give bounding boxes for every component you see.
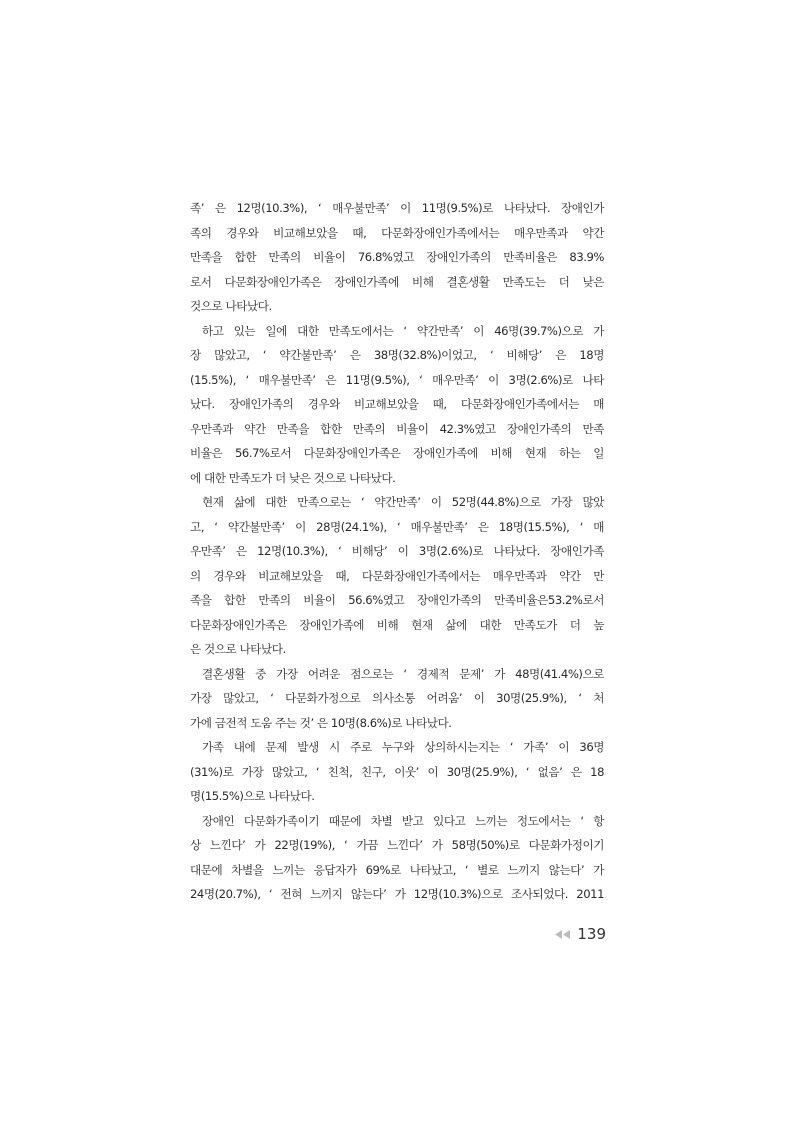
- text-line: 비율은 56.7%로서 다문화장애인가족은 장애인가족에 비해 현재 하는 일: [190, 446, 604, 460]
- text-line: 장 많았고, ‘ 약간불만족’ 은 38명(32.8%)이었고, ‘ 비해당’ 은 18명: [190, 348, 604, 362]
- text-line: 고, ‘ 약간불만족’ 이 28명(24.1%), ‘ 매우불만족’ 은 18명(15.5%), ‘ 매: [190, 519, 604, 534]
- text-line: 현재 삶에 대한 만족으로는 ‘ 약간만족’ 이 52명(44.8%)으로 가장 많았: [202, 495, 604, 509]
- page-number: 139: [577, 925, 606, 943]
- text-line: 가에 금전적 도움 주는 것’ 은 10명(8.6%)로 나타났다.: [190, 715, 452, 730]
- text-line: 것으로 나타났다.: [190, 299, 272, 313]
- text-line: 우만족’ 은 12명(10.3%), ‘ 비해당’ 이 3명(2.6%)로 나타났다. 장애인가족: [190, 544, 604, 558]
- double-left-arrows-icon: [555, 930, 571, 939]
- text-line: (31%)로 가장 많았고, ‘ 친척, 친구, 이웃’ 이 30명(25.9%), ‘ 없음’ 은 18: [190, 764, 604, 779]
- text-line: 에 대한 만족도가 더 낮은 것으로 나타났다.: [190, 470, 396, 485]
- text-line: 상 느낀다’ 가 22명(19%), ‘ 가끔 느낀다’ 가 58명(50%)로 다문화가정이기: [190, 838, 604, 852]
- text-line: 만족을 합한 만족의 비율이 76.8%였고 장애인가족의 만족비율은 83.9%: [190, 250, 604, 264]
- text-line: 24명(20.7%), ‘ 전혀 느끼지 않는다’ 가 12명(10.3%)으로 조사되었다. 2011: [190, 887, 604, 901]
- text-line: 명(15.5%)으로 나타났다.: [190, 789, 315, 803]
- text-line: 로서 다문화장애인가족은 장애인가족에 비해 결혼생활 만족도는 더 낮은: [190, 274, 604, 289]
- text-line: 결혼생활 중 가장 어려운 점으로는 ‘ 경제적 문제’ 가 48명(41.4%)으로: [202, 666, 604, 681]
- text-line: 우만족과 약간 만족을 합한 만족의 비율이 42.3%였고 장애인가족의 만족: [190, 421, 604, 436]
- text-line: 족’ 은 12명(10.3%), ‘ 매우불만족’ 이 11명(9.5%)로 나타났다. 장애인가: [190, 201, 604, 215]
- text-line: 다문화장애인가족은 장애인가족에 비해 현재 삶에 대한 만족도가 더 높: [190, 617, 604, 632]
- text-line: 가장 많았고, ‘ 다문화가정으로 의사소통 어려움’ 이 30명(25.9%), ‘ 처: [190, 691, 604, 705]
- text-line: 장애인 다문화가족이기 때문에 차별 받고 있다고 느끼는 정도에서는 ‘ 항: [202, 813, 604, 828]
- text-line: 은 것으로 나타났다.: [190, 642, 286, 656]
- text-line: 가족 내에 문제 발생 시 주로 누구와 상의하시는지는 ‘ 가족’ 이 36명: [202, 740, 604, 754]
- text-line: 났다. 장애인가족의 경우와 비교해보았을 때, 다문화장애인가족에서는 매: [190, 397, 604, 411]
- page-footer: [548, 920, 606, 948]
- text-line: 하고 있는 일에 대한 만족도에서는 ‘ 약간만족’ 이 46명(39.7%)으로 가: [202, 323, 604, 338]
- text-line: (15.5%), ‘ 매우불만족’ 은 11명(9.5%), ‘ 매우만족’ 이 3명(2.6%)로 나타: [190, 372, 604, 387]
- text-line: 대문에 차별을 느끼는 응답자가 69%로 나타났고, ‘ 별로 느끼지 않는다’ 가: [190, 862, 604, 877]
- text-line: 족을 합한 만족의 비율이 56.6%였고 장애인가족의 만족비율은53.2%로서: [190, 593, 604, 607]
- text-line: 족의 경우와 비교해보았을 때, 다문화장애인가족에서는 매우만족과 약간: [190, 225, 604, 240]
- body-text: [190, 196, 604, 907]
- text-line: 의 경우와 비교해보았을 때, 다문화장애인가족에서는 매우만족과 약간 만: [190, 568, 604, 583]
